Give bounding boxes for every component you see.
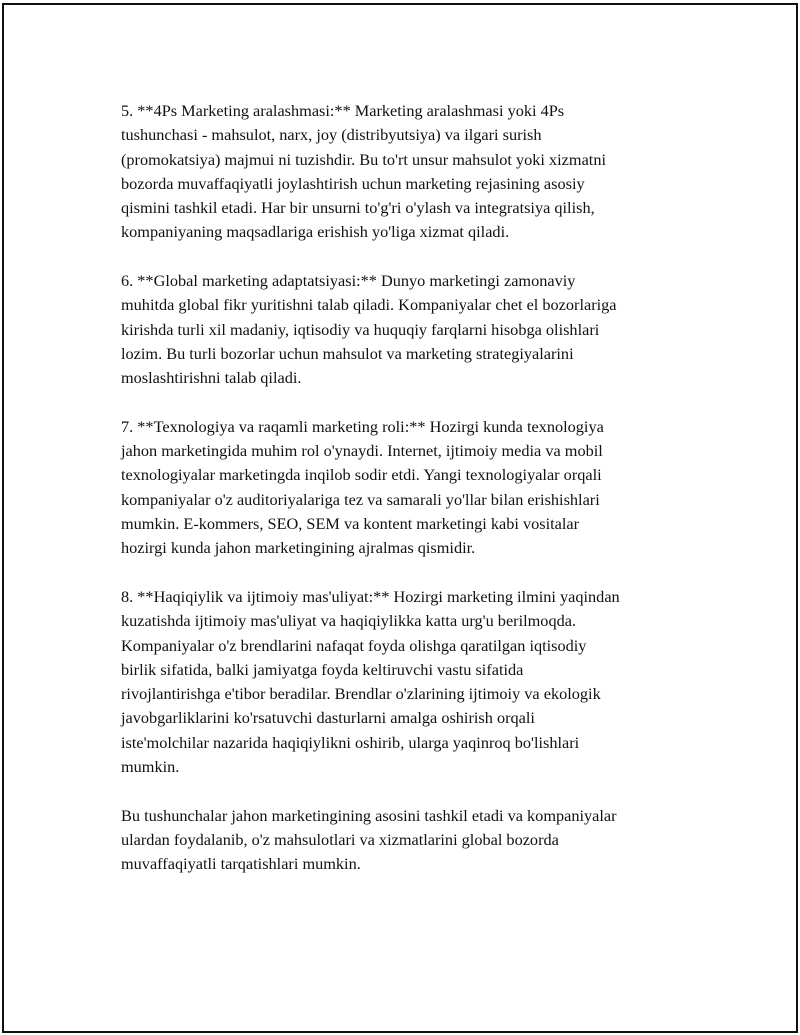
paragraph-spacer bbox=[121, 245, 706, 269]
text-line: mumkin. E-kommers, SEO, SEM va kontent marketingi kabi vositalar bbox=[121, 514, 580, 534]
text-line: qismini tashkil etadi. Har bir unsurni to'g'ri o'ylash va integratsiya qilish, bbox=[121, 198, 595, 218]
text-line: 7. **Texnologiya va raqamli marketing roli:** Hozirgi kunda texnologiya bbox=[121, 416, 604, 436]
paragraph-global-adaptation bbox=[121, 269, 706, 390]
text-line: rivojlantirishga e'tibor beradilar. Brendlar o'zlarining ijtimoiy va ekologik bbox=[121, 684, 601, 704]
text-line: birlik sifatida, balki jamiyatga foyda keltiruvchi vastu sifatida bbox=[121, 659, 524, 679]
text-line: ulardan foydalanib, o'z mahsulotlari va xizmatlarini global bozorda bbox=[121, 829, 559, 849]
text-line: texnologiyalar marketingda inqilob sodir etdi. Yangi texnologiyalar orqali bbox=[121, 465, 602, 485]
page-frame bbox=[2, 3, 798, 1033]
text-line: Bu tushunchalar jahon marketingining asosini tashkil etadi va kompaniyalar bbox=[121, 805, 617, 825]
text-line: javobgarliklarini ko'rsatuvchi dasturlarni amalga oshirish orqali bbox=[121, 708, 535, 728]
text-line: mumkin. bbox=[121, 757, 180, 777]
text-line: muhitda global fikr yuritishni talab qiladi. Kompaniyalar chet el bozorlariga bbox=[121, 295, 617, 315]
text-line: iste'molchilar nazarida haqiqiylikni oshirib, ularga yaqinroq bo'lishlari bbox=[121, 732, 580, 752]
text-line: (promokatsiya) majmui ni tuzishdir. Bu to'rt unsur mahsulot yoki xizmatni bbox=[121, 149, 606, 169]
text-line: kuzatishda ijtimoiy mas'uliyat va haqiqiylikka katta urg'u berilmoqda. bbox=[121, 611, 577, 631]
text-line: Kompaniyalar o'z brendlarini nafaqat foyda olishga qaratilgan iqtisodiy bbox=[121, 635, 587, 655]
paragraph-conclusion bbox=[121, 804, 706, 877]
text-line: 8. **Haqiqiylik va ijtimoiy mas'uliyat:** Hozirgi marketing ilmini yaqindan bbox=[121, 586, 620, 606]
paragraph-spacer bbox=[121, 391, 706, 415]
text-line: tushunchasi - mahsulot, narx, joy (distribyutsiya) va ilgari surish bbox=[121, 125, 542, 145]
page-content bbox=[121, 99, 706, 877]
paragraph-spacer bbox=[121, 561, 706, 585]
text-line: 5. **4Ps Marketing aralashmasi:** Marketing aralashmasi yoki 4Ps bbox=[121, 101, 565, 120]
text-line: kompaniyalar o'z auditoriyalariga tez va samarali yo'llar bilan erishishlari bbox=[121, 489, 600, 509]
paragraph-spacer bbox=[121, 779, 706, 803]
text-line: moslashtirishni talab qiladi. bbox=[121, 368, 302, 388]
text-line: 6. **Global marketing adaptatsiyasi:** Dunyo marketingi zamonaviy bbox=[121, 271, 576, 291]
text-line: jahon marketingida muhim rol o'ynaydi. Internet, ijtimoiy media va mobil bbox=[121, 441, 603, 461]
paragraph-authenticity-responsibility bbox=[121, 585, 706, 779]
text-line: kompaniyaning maqsadlariga erishish yo'liga xizmat qiladi. bbox=[121, 222, 510, 242]
text-line: bozorda muvaffaqiyatli joylashtirish uchun marketing rejasining asosiy bbox=[121, 173, 585, 193]
text-line: lozim. Bu turli bozorlar uchun mahsulot va marketing strategiyalarini bbox=[121, 343, 574, 363]
text-line: kirishda turli xil madaniy, iqtisodiy va huquqiy farqlarni hisobga olishlari bbox=[121, 319, 600, 339]
text-line: hozirgi kunda jahon marketingining ajralmas qismidir. bbox=[121, 538, 476, 558]
text-line: muvaffaqiyatli tarqatishlari mumkin. bbox=[121, 854, 361, 874]
paragraph-4ps-marketing-mix bbox=[121, 99, 706, 245]
paragraph-digital-marketing bbox=[121, 415, 706, 561]
